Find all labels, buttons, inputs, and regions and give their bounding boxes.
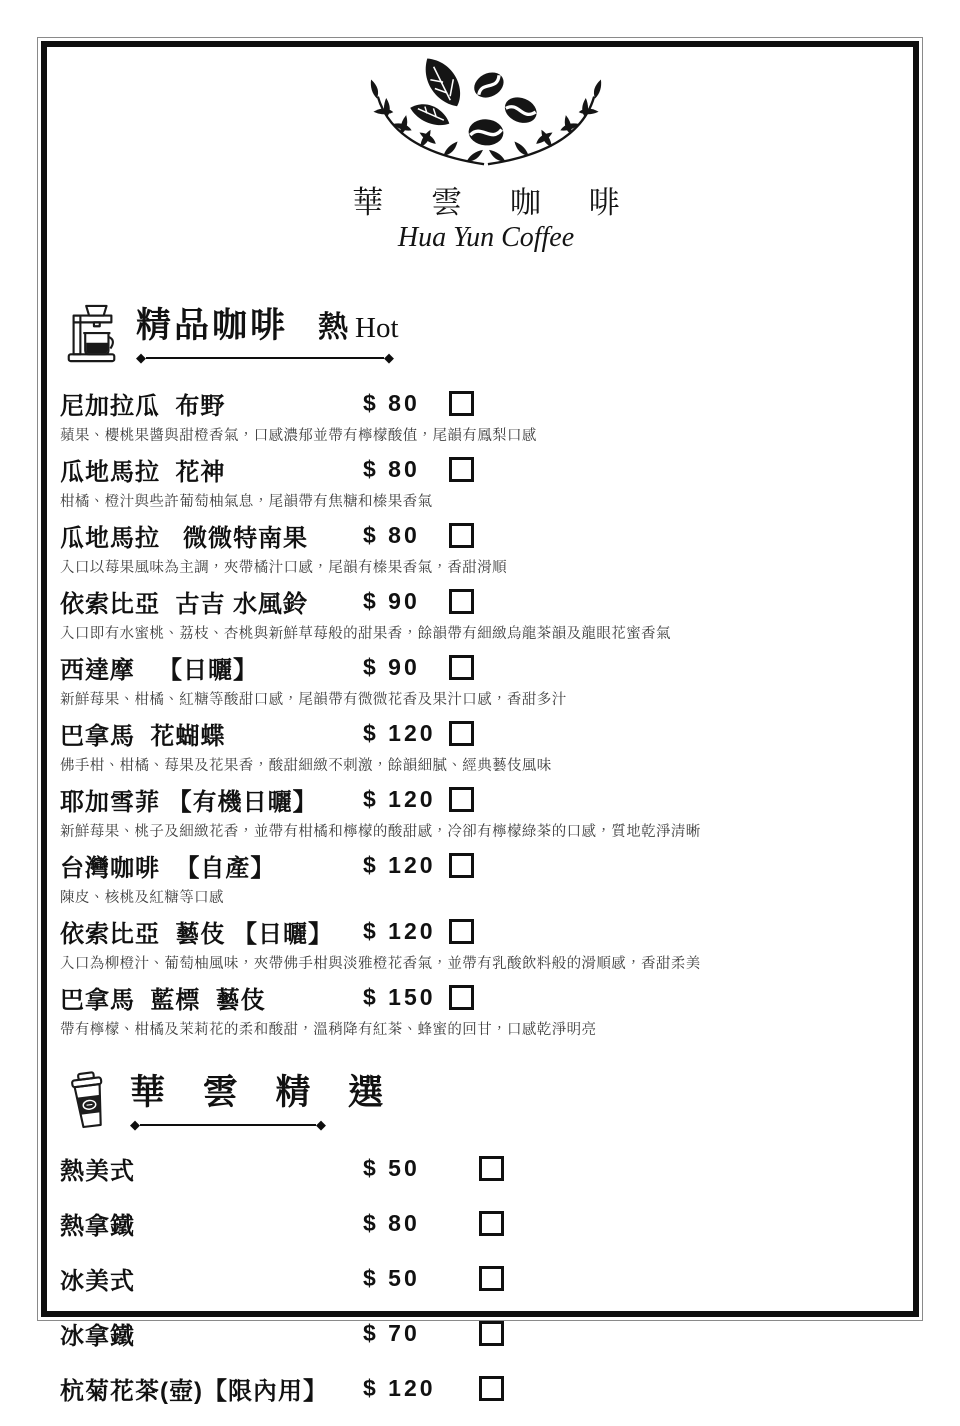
item-description: 柑橘、橙汁與些許葡萄柚氣息，尾韻帶有焦糖和榛果香氣: [60, 494, 433, 510]
item-price: $ 90: [363, 654, 420, 680]
order-checkbox[interactable]: [449, 391, 474, 416]
order-checkbox[interactable]: [449, 457, 474, 482]
item-price: $ 90: [363, 588, 420, 614]
menu-item: [60, 518, 912, 577]
diamond-icon: ◆: [384, 350, 394, 365]
item-name: 台灣咖啡 【自產】: [60, 855, 276, 882]
menu-item: [60, 1261, 912, 1296]
section-divider: [136, 351, 394, 364]
order-checkbox[interactable]: [449, 721, 474, 746]
section-subtitle-en: Hot: [355, 312, 399, 344]
order-checkbox[interactable]: [449, 523, 474, 548]
section-specialty-coffee: [60, 298, 912, 1039]
menu-item: [60, 386, 912, 445]
order-checkbox[interactable]: [479, 1156, 504, 1181]
menu-item: [60, 782, 912, 841]
menu-item: [60, 584, 912, 643]
item-name: 瓜地馬拉 花神: [60, 459, 226, 486]
order-checkbox[interactable]: [449, 985, 474, 1010]
item-name: 瓜地馬拉 微微特南果: [60, 525, 309, 552]
item-name: 依索比亞 藝伎 【日曬】: [60, 921, 334, 948]
coffee-beans-leaves-laurel-icon: [360, 58, 612, 170]
item-description: 入口即有水蜜桃、荔枝、杏桃與新鮮草莓般的甜果香，餘韻帶有細緻烏龍茶韻及龍眼花蜜香氣: [60, 626, 671, 642]
item-price: $ 50: [363, 1265, 420, 1291]
menu-item: [60, 650, 912, 709]
item-name: 耶加雪菲 【有機日曬】: [60, 789, 318, 816]
menu-item: [60, 1206, 912, 1241]
item-price: $ 50: [363, 1155, 420, 1181]
item-name: 熱拿鐵: [60, 1213, 135, 1240]
item-name: 西達摩 【日曬】: [60, 657, 259, 684]
item-name: 冰美式: [60, 1268, 135, 1295]
order-checkbox[interactable]: [479, 1321, 504, 1346]
section-title: 精品咖啡: [136, 306, 289, 345]
item-price: $ 120: [363, 720, 436, 746]
item-price: $ 80: [363, 456, 420, 482]
menu-item: [60, 716, 912, 775]
menu-item: [60, 452, 912, 511]
diamond-icon: ◆: [316, 1117, 326, 1132]
order-checkbox[interactable]: [449, 589, 474, 614]
menu-item: [60, 914, 912, 973]
menu-item: [60, 848, 912, 907]
item-name: 尼加拉瓜 布野: [60, 393, 226, 420]
menu-item: [60, 980, 912, 1039]
item-name: 熱美式: [60, 1158, 135, 1185]
section-subtitle-zh: 熱: [318, 311, 349, 344]
item-description: 陳皮、核桃及紅糖等口感: [60, 890, 224, 906]
item-name: 冰拿鐵: [60, 1323, 135, 1350]
item-name: 巴拿馬 花蝴蝶: [60, 723, 226, 750]
order-checkbox[interactable]: [449, 853, 474, 878]
item-price: $ 120: [363, 918, 436, 944]
item-price: $ 120: [363, 1375, 436, 1401]
item-price: $ 120: [363, 786, 436, 812]
section-huayun-selection: [60, 1065, 912, 1406]
order-checkbox[interactable]: [479, 1266, 504, 1291]
menu-item: [60, 1316, 912, 1351]
section-divider: [130, 1118, 326, 1131]
section-title: 華 雲 精 選: [130, 1073, 398, 1112]
item-description: 蘋果、櫻桃果醬與甜橙香氣，口感濃郁並帶有檸檬酸值，尾韻有鳳梨口感: [60, 428, 537, 444]
item-name: 巴拿馬 藍標 藝伎: [60, 987, 266, 1014]
item-name: 杭菊花茶(壺)【限內用】: [60, 1378, 328, 1405]
item-description: 新鮮莓果、桃子及細緻花香，並帶有柑橘和檸檬的酸甜感，冷卻有檸檬綠茶的口感，質地乾淨清晰: [60, 824, 701, 840]
order-checkbox[interactable]: [449, 919, 474, 944]
item-price: $ 80: [363, 1210, 420, 1236]
order-checkbox[interactable]: [449, 787, 474, 812]
order-checkbox[interactable]: [479, 1376, 504, 1401]
item-price: $ 150: [363, 984, 436, 1010]
order-checkbox[interactable]: [449, 655, 474, 680]
diamond-icon: ◆: [130, 1117, 140, 1132]
takeaway-cup-icon: [60, 1070, 118, 1137]
coffee-maker-icon: [60, 303, 124, 370]
menu-item: [60, 1371, 912, 1406]
item-price: $ 80: [363, 390, 420, 416]
brand-logo: [60, 58, 912, 254]
order-checkbox[interactable]: [479, 1211, 504, 1236]
item-price: $ 80: [363, 522, 420, 548]
item-description: 佛手柑、柑橘、莓果及花果香，酸甜細緻不刺激，餘韻細膩、經典藝伎風味: [60, 758, 552, 774]
diamond-icon: ◆: [136, 350, 146, 365]
item-description: 入口為柳橙汁、葡萄柚風味，夾帶佛手柑與淡雅橙花香氣，並帶有乳酸飲料般的滑順感，香甜柔美: [60, 956, 701, 972]
item-description: 入口以莓果風味為主調，夾帶橘汁口感，尾韻有榛果香氣，香甜滑順: [60, 560, 507, 576]
menu-item: [60, 1151, 912, 1186]
item-name: 依索比亞 古吉 水風鈴: [60, 591, 309, 618]
brand-name-en: Hua Yun Coffee: [397, 222, 575, 253]
item-price: $ 70: [363, 1320, 420, 1346]
brand-name-zh: 華 雲 咖 啡: [352, 185, 640, 220]
item-description: 新鮮莓果、柑橘、紅糖等酸甜口感，尾韻帶有微微花香及果汁口感，香甜多汁: [60, 692, 567, 708]
item-price: $ 120: [363, 852, 436, 878]
item-description: 帶有檸檬、柑橘及茉莉花的柔和酸甜，溫稍降有紅茶、蜂蜜的回甘，口感乾淨明亮: [60, 1022, 597, 1038]
